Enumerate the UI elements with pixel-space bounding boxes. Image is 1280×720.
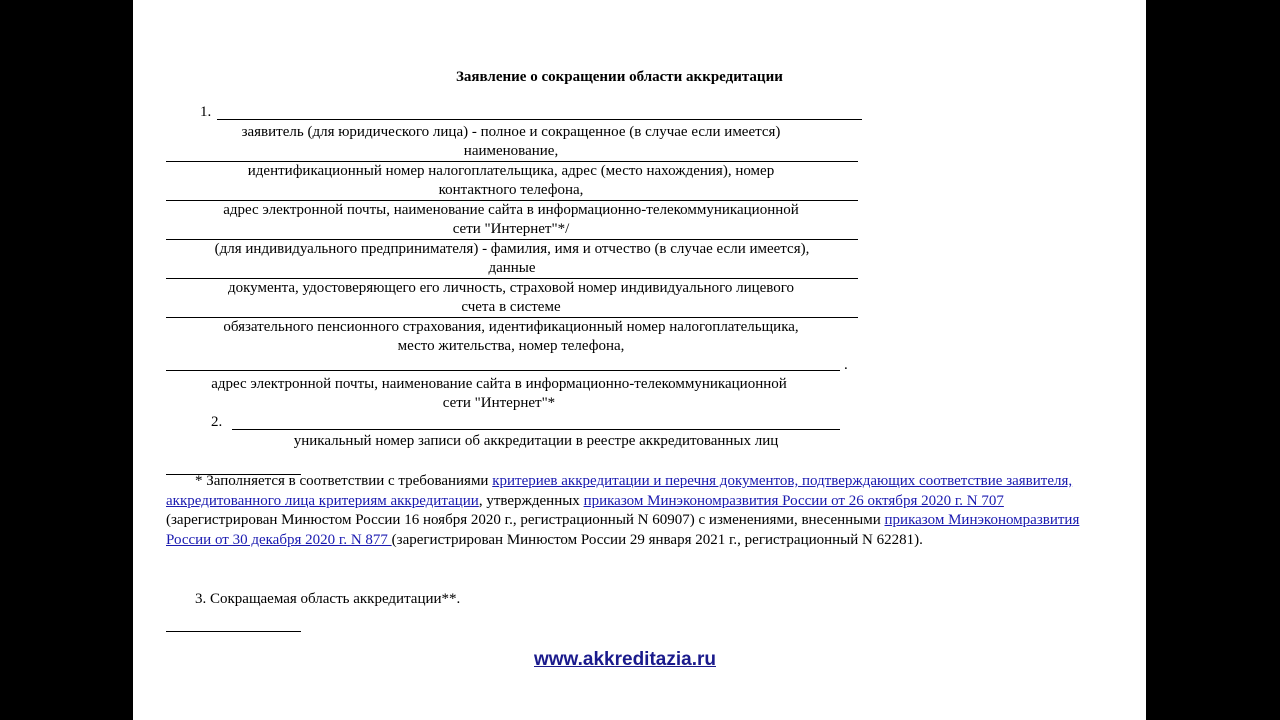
item1-caption-last [166,375,832,413]
footnote-text: (зарегистрирован Минюстом России 16 ноября 2020 г., регистрационный N 60907) с изменениями, внесенными [166,512,885,528]
caption-line: место жительства, номер телефона, [397,338,625,354]
caption-line: счета в системе [461,299,561,315]
item2-number: 2. [211,414,223,430]
caption-line: (для индивидуального предпринимателя) - фамилия, имя и отчество (в случае если имеется), [214,241,810,257]
caption-line: документа, удостоверяющего его личность, страховой номер индивидуального лицевого [227,280,795,296]
caption-line: сети "Интернет"* [442,395,556,411]
footnote-text: , утвержденных [478,492,584,509]
footnote-separator-2 [166,631,301,632]
item1-caption [166,201,856,239]
document-page [133,0,1146,720]
item3-text: 3. Сокращаемая область аккредитации**. [195,591,461,607]
fill-line [166,370,840,371]
item1-caption [166,279,856,317]
item1-caption [166,318,856,356]
item1-caption [166,123,856,161]
caption-line: наименование, [463,143,559,159]
website-link[interactable]: www.akkreditazia.ru [534,649,716,670]
item1-number: 1. [200,104,212,120]
document-title: Заявление о сокращении области аккредитации [456,69,783,85]
item2-caption: уникальный номер записи об аккредитации в реестре аккредитованных лиц [293,433,779,449]
caption-line: адрес электронной почты, наименование сайта в информационно-телекоммуникационной [211,376,787,392]
item1-caption [166,162,856,200]
caption-line: идентификационный номер налогоплательщика, адрес (место нахождения), номер [247,163,775,179]
caption-line: адрес электронной почты, наименование сайта в информационно-телекоммуникационной [223,202,799,218]
caption-line: заявитель (для юридического лица) - полное и сокращенное (в случае если имеется) [241,124,781,140]
caption-line: контактного телефона, [438,182,584,198]
order-707-link[interactable]: приказом Минэкономразвития России от 26 октября 2020 г. N 707 [583,492,1004,509]
footnote-prefix: * Заполняется в соответствии с требованиями [195,473,493,489]
caption-line: сети "Интернет"*/ [452,221,570,237]
item1-fill-line [217,119,862,120]
criteria-link[interactable]: критериев аккредитации и перечня документов, подтверждающих соответствие заявителя, аккредитованного лица критериям аккредитации [166,473,1073,509]
footnote [166,472,1116,550]
order-877-link[interactable]: приказом Минэкономразвития России от 30 декабря 2020 г. N 877 [166,512,1080,548]
item1-end-mark: . [844,357,848,373]
item2-fill-line [232,429,840,430]
footnote-text: (зарегистрирован Минюстом России 29 января 2021 г., регистрационный N 62281). [391,531,923,548]
caption-line: обязательного пенсионного страхования, идентификационный номер налогоплательщика, [223,319,799,335]
item1-caption [166,240,858,278]
caption-line: данные [488,260,536,276]
